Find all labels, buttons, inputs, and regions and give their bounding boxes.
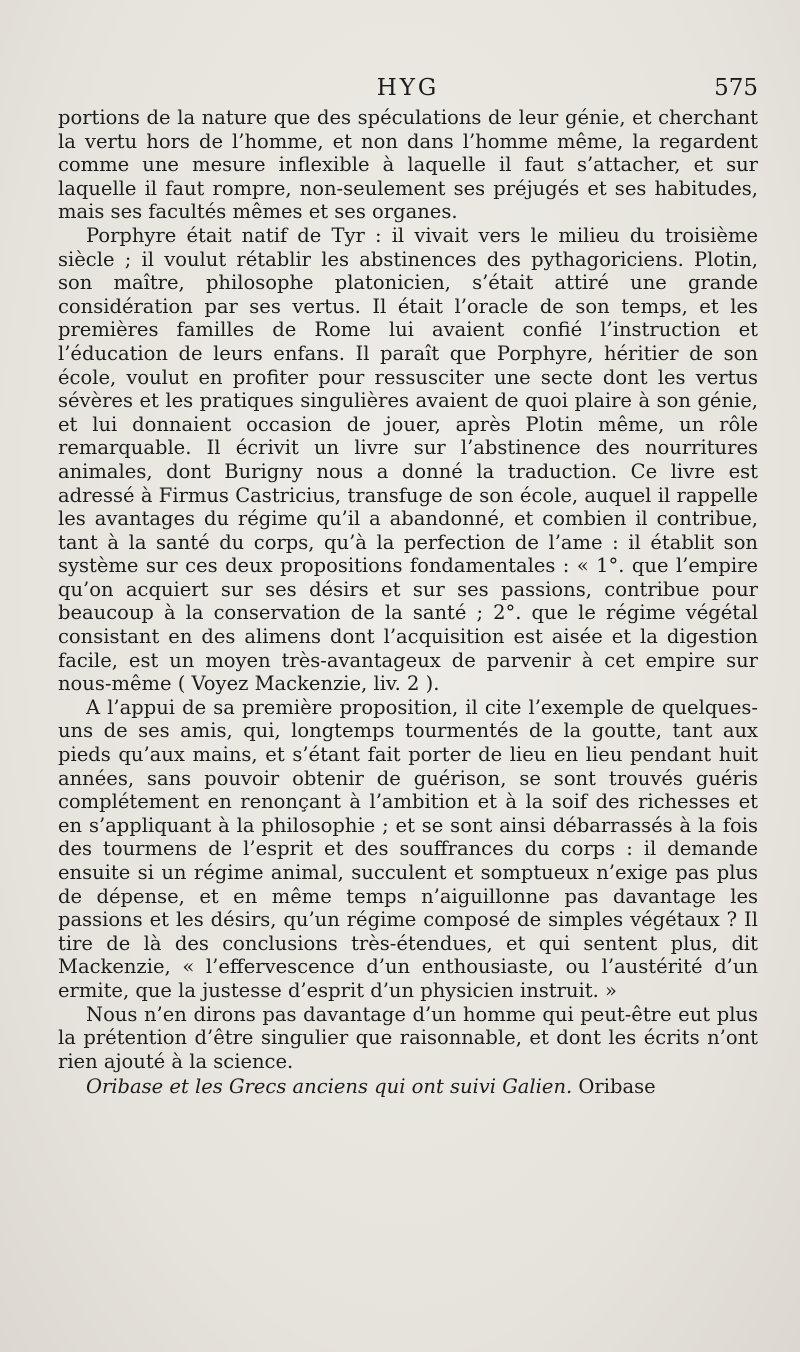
paragraph-conclusion: Nous n’en dirons pas davantage d’un homme qui peut-être eut plus la prétention d’être singulier que raisonnable, et dont les écrits n’ont rien ajouté à la science.: [58, 1002, 758, 1073]
page-number: 575: [714, 75, 758, 101]
running-head: [58, 74, 758, 102]
body-text: [58, 106, 758, 1099]
paragraph-first-proposition: A l’appui de sa première proposition, il cite l’exemple de quelques-uns de ses amis, qui, longtemps tourmentés de la goutte, tant aux pieds qu’aux mains, et s’étant fait porter de lieu en lieu pendant huit années, sans pouvoir obtenir de guérison, se sont trouvés guéris complétement en renonçant à l’ambition et à la soif des richesses et en s’appliquant à la philosophie ; et se sont ainsi débarrassés à la fois des tourmens de l’esprit et des souffrances du corps : il demande ensuite si un régime animal, succulent et somptueux n’exige pas plus de dépense, et en même temps n’aiguillonne pas davantage les passions et les désirs, qu’un régime composé de simples végétaux ? Il tire de là des conclusions très-étendues, et qui sentent plus, dit Mackenzie, « l’effervescence d’un enthousiaste, ou l’austérité d’un ermite, que la justesse d’esprit d’un physicien instruit. »: [58, 695, 758, 1002]
section-heading-roman: Oribase: [578, 1075, 656, 1099]
paragraph-continuation: portions de la nature que des spéculations de leur génie, et cherchant la vertu hors de l’homme, et non dans l’homme même, la regardent comme une mesure inflexible à laquelle il faut s’attacher, et sur laquelle il faut rompre, non-seulement ses préjugés et ses habitudes, mais ses facultés mêmes et ses organes.: [58, 106, 758, 224]
section-heading-line: [58, 1075, 758, 1099]
running-title: HYG: [376, 75, 440, 101]
paragraph-porphyre: Porphyre était natif de Tyr : il vivait vers le milieu du troisième siècle ; il voulut rétablir les abstinences des pythagoriciens. Plotin, son maître, philosophe platonicien, s’était attiré une grande considération par ses vertus. Il était l’oracle de son temps, et les premières familles de Rome lui avaient confié l’instruction et l’éducation de leurs enfans. Il paraît que Porphyre, héritier de son école, voulut en profiter pour ressusciter une secte dont les vertus sévères et les pratiques singulières avaient de quoi plaire à son génie, et lui donnaient occasion de jouer, après Plotin même, un rôle remarquable. Il écrivit un livre sur l’abstinence des nourritures animales, dont Burigny nous a donné la traduction. Ce livre est adressé à Firmus Castricius, transfuge de son école, auquel il rappelle les avantages du régime qu’il a abandonné, et combien il contribue, tant à la santé du corps, qu’à la perfection de l’ame : il établit son système sur ces deux propositions fondamentales : « 1°. que l’empire qu’on acquiert sur ses désirs et sur ses passions, contribue pour beaucoup à la conservation de la santé ; 2°. que le régime végétal consistant en des alimens dont l’acquisition est aisée et la digestion facile, est un moyen très-avantageux de parvenir à cet empire sur nous-même ( Voyez Mackenzie, liv. 2 ).: [58, 223, 758, 696]
section-heading-italic: Oribase et les Grecs anciens qui ont suivi Galien.: [86, 1075, 573, 1099]
